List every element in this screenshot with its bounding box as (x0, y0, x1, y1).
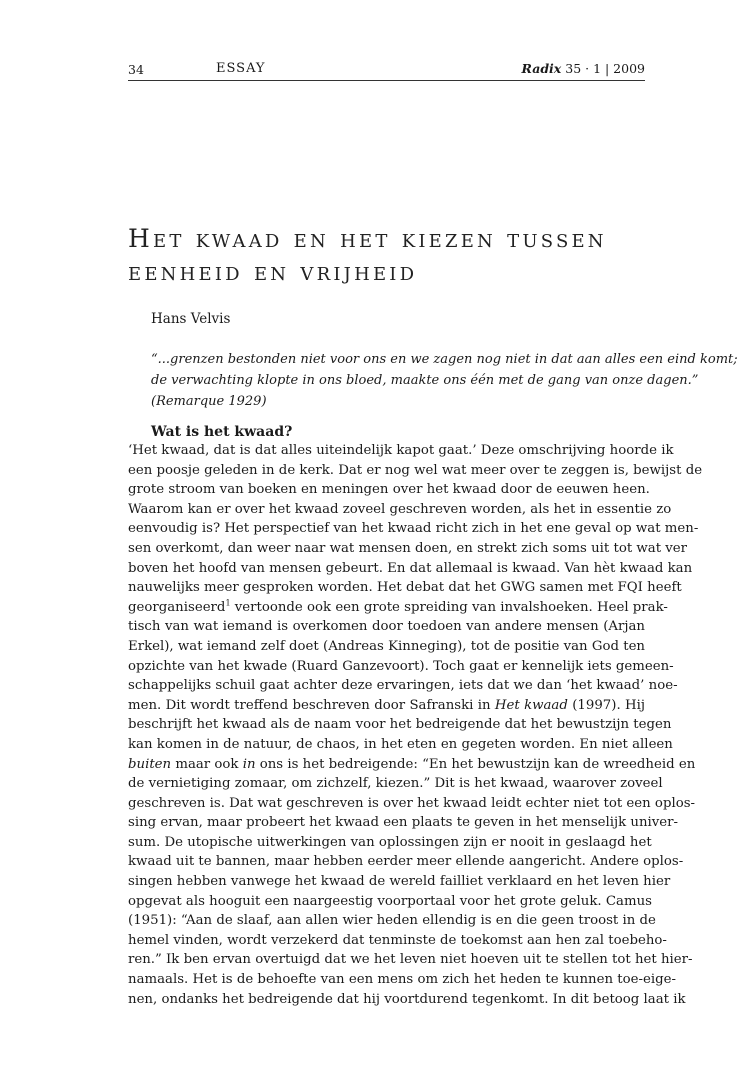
journal-name: Radix (521, 61, 562, 76)
title-line-1: Het kwaad en het kiezen tussen (128, 224, 607, 253)
journal-issue: 35 · 1 | 2009 (565, 61, 645, 76)
body-line: geschreven is. Dat wat geschreven is over het kwaad leidt echter niet tot een oplos- (128, 795, 696, 811)
body-line: Erkel), wat iemand zelf doet (Andreas Kinneging), tot de positie van God ten (128, 638, 645, 654)
body-line: nauwelijks meer gesproken worden. Het debat dat het GWG samen met FQI heeft (128, 580, 682, 596)
body-line: eenvoudig is? Het perspectief van het kwaad richt zich in het ene geval op wat men- (128, 521, 699, 537)
article-title (128, 222, 688, 288)
italic-term: in (242, 756, 256, 772)
body-line: buiten maar ook in ons is het bedreigende: “En het bewustzijn kan de wreedheid en (128, 756, 696, 772)
body-line: singen hebben vanwege het kwaad de wereld failliet verklaard en het leven hier (128, 874, 671, 890)
body-line: beschrijft het kwaad als de naam voor het bedreigende dat het bewustzijn tegen (128, 717, 672, 733)
body-line: opzichte van het kwade (Ruard Ganzevoort). Toch gaat er kennelijk iets gemeen- (128, 658, 674, 674)
body-line: kan komen in de natuur, de chaos, in het eten en gegeten worden. En niet alleen (128, 736, 673, 752)
body-line: men. Dit wordt treffend beschreven door Safranski in Het kwaad (1997). Hij (128, 697, 645, 713)
body-line: sen overkomt, dan weer naar wat mensen doen, en strekt zich soms uit tot wat ver (128, 540, 688, 556)
body-line: grote stroom van boeken en meningen over het kwaad door de eeuwen heen. (128, 482, 650, 498)
author-name: Hans Velvis (151, 311, 231, 327)
body-line: sing ervan, maar probeert het kwaad een plaats te geven in het menselijk univer- (128, 815, 679, 831)
body-line: de vernietiging zomaar, om zichzelf, kiezen.” Dit is het kwaad, waarover zoveel (128, 776, 663, 792)
running-header (128, 60, 645, 81)
body-line: een poosje geleden in de kerk. Dat er nog wel wat meer over te zeggen is, bewijst de (128, 462, 703, 478)
body-line: ren.” Ik ben ervan overtuigd dat we het leven niet hoeven uit te stellen tot het hier- (128, 952, 693, 968)
body-line: ‘Het kwaad, dat is dat alles uiteindelijk kapot gaat.’ Deze omschrijving hoorde ik (128, 443, 674, 458)
italic-term: Het kwaad (494, 697, 568, 713)
page-number: 34 (128, 62, 144, 77)
epigraph-citation: (Remarque 1929) (151, 394, 267, 409)
epigraph-line: de verwachting klopte in ons bloed, maakte ons één met de gang van onze dagen.” (151, 373, 699, 388)
body-line: kwaad uit te bannen, maar hebben eerder meer ellende aangericht. Andere oplos- (128, 854, 684, 870)
journal-reference (522, 61, 645, 76)
body-line: Waarom kan er over het kwaad zoveel geschreven worden, als het in essentie zo (128, 501, 672, 517)
epigraph-line: “...grenzen bestonden niet voor ons en we zagen nog niet in dat aan alles een eind komt; (151, 352, 738, 367)
body-line: sum. De utopische uitwerkingen van oplossingen zijn er nooit in geslaagd het (128, 834, 652, 850)
italic-term: buiten (128, 756, 172, 772)
footnote-marker: 1 (225, 598, 231, 608)
section-label: ESSAY (216, 61, 266, 76)
body-line: nen, ondanks het bedreigende dat hij voortdurend tegenkomt. In dit betoog laat ik (128, 991, 686, 1007)
body-line: tisch van wat iemand is overkomen door toedoen van andere mensen (Arjan (128, 619, 645, 635)
body-line: (1951): “Aan de slaaf, aan allen wier heden ellendig is en die geen troost in de (128, 913, 656, 929)
body-line: opgevat als hooguit een naargeestig voorportaal voor het grote geluk. Camus (128, 893, 652, 909)
title-line-2: eenheid en vrijheid (128, 257, 418, 286)
epigraph (151, 349, 738, 412)
section-heading: Wat is het kwaad? (151, 424, 293, 440)
body-line: hemel vinden, wordt verzekerd dat tenminste de toekomst aan hen zal toebeho- (128, 932, 667, 948)
body-line: namaals. Het is de behoefte van een mens om zich het heden te kunnen toe-eige- (128, 972, 676, 988)
body-text (128, 441, 703, 1009)
body-line: boven het hoofd van mensen gebeurt. En dat allemaal is kwaad. Van hèt kwaad kan (128, 560, 693, 576)
body-line: schappelijks schuil gaat achter deze ervaringen, iets dat we dan ‘het kwaad’ noe- (128, 678, 678, 694)
body-line: georganiseerd$^1$ vertoonde ook een grote spreiding van invalshoeken. Heel prak- (128, 598, 668, 615)
